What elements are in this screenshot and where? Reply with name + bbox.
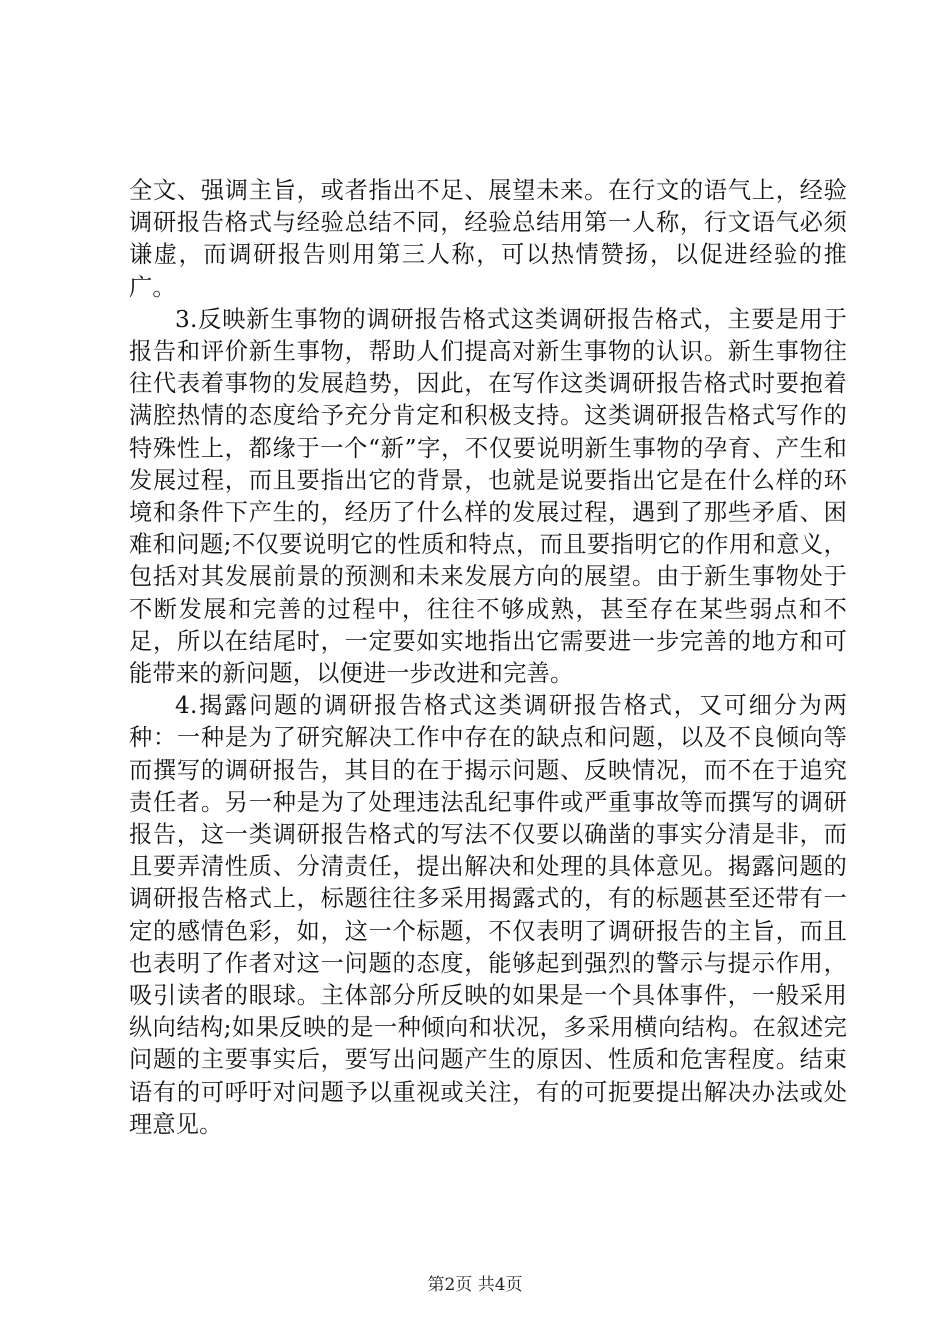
page-footer: 第2页 共4页 — [427, 1275, 523, 1295]
paragraph-1: 全文、强调主旨，或者指出不足、展望未来。在行文的语气上，经验调研报告格式与经验总结不同，经验总结用第一人称，行文语气必须谦虚，而调研报告则用第三人称，可以热情赞扬，以促进经验的推广。 — [129, 177, 847, 301]
paragraph-3: 4.揭露问题的调研报告格式这类调研报告格式，又可细分为两种：一种是为了研究解决工作中存在的缺点和问题，以及不良倾向等而撰写的调研报告，其目的在于揭示问题、反映情况，而不在于追究责任者。另一种是为了处理违法乱纪事件或严重事故等而撰写的调研报告，这一类调研报告格式的写法不仅要以确凿的事实分清是非，而且要弄清性质、分清责任，提出解决和处理的具体意见。揭露问题的调研报告格式上，标题往往多采用揭露式的，有的标题甚至还带有一定的感情色彩，如，这一个标题，不仅表明了调研报告的主旨，而且也表明了作者对这一问题的态度，能够起到强烈的警示与提示作用，吸引读者的眼球。主体部分所反映的如果是一个具体事件，一般采用纵向结构;如果反映的是一种倾向和状况，多采用横向结构。在叙述完问题的主要事实后，要写出问题产生的原因、性质和危害程度。结束语有的可呼吁对问题予以重视或关注，有的可扼要提出解决办法或处理意见。 — [129, 692, 847, 1138]
paragraph-2: 3.反映新生事物的调研报告格式这类调研报告格式，主要是用于报告和评价新生事物，帮助人们提高对新生事物的认识。新生事物往往代表着事物的发展趋势，因此，在写作这类调研报告格式时要抱着满腔热情的态度给予充分肯定和积极支持。这类调研报告格式写作的特殊性上，都缘于一个“新”字，不仅要说明新生事物的孕育、产生和发展过程，而且要指出它的背景，也就是说要指出它是在什么样的环境和条件下产生的，经历了什么样的发展过程，遇到了那些矛盾、困难和问题;不仅要说明它的性质和特点，而且要指明它的作用和意义，包括对其发展前景的预测和未来发展方向的展望。由于新生事物处于不断发展和完善的过程中，往往不够成熟，甚至存在某些弱点和不足，所以在结尾时，一定要如实地指出它需要进一步完善的地方和可能带来的新问题，以便进一步改进和完善。 — [129, 305, 847, 688]
document-body — [129, 175, 847, 1141]
